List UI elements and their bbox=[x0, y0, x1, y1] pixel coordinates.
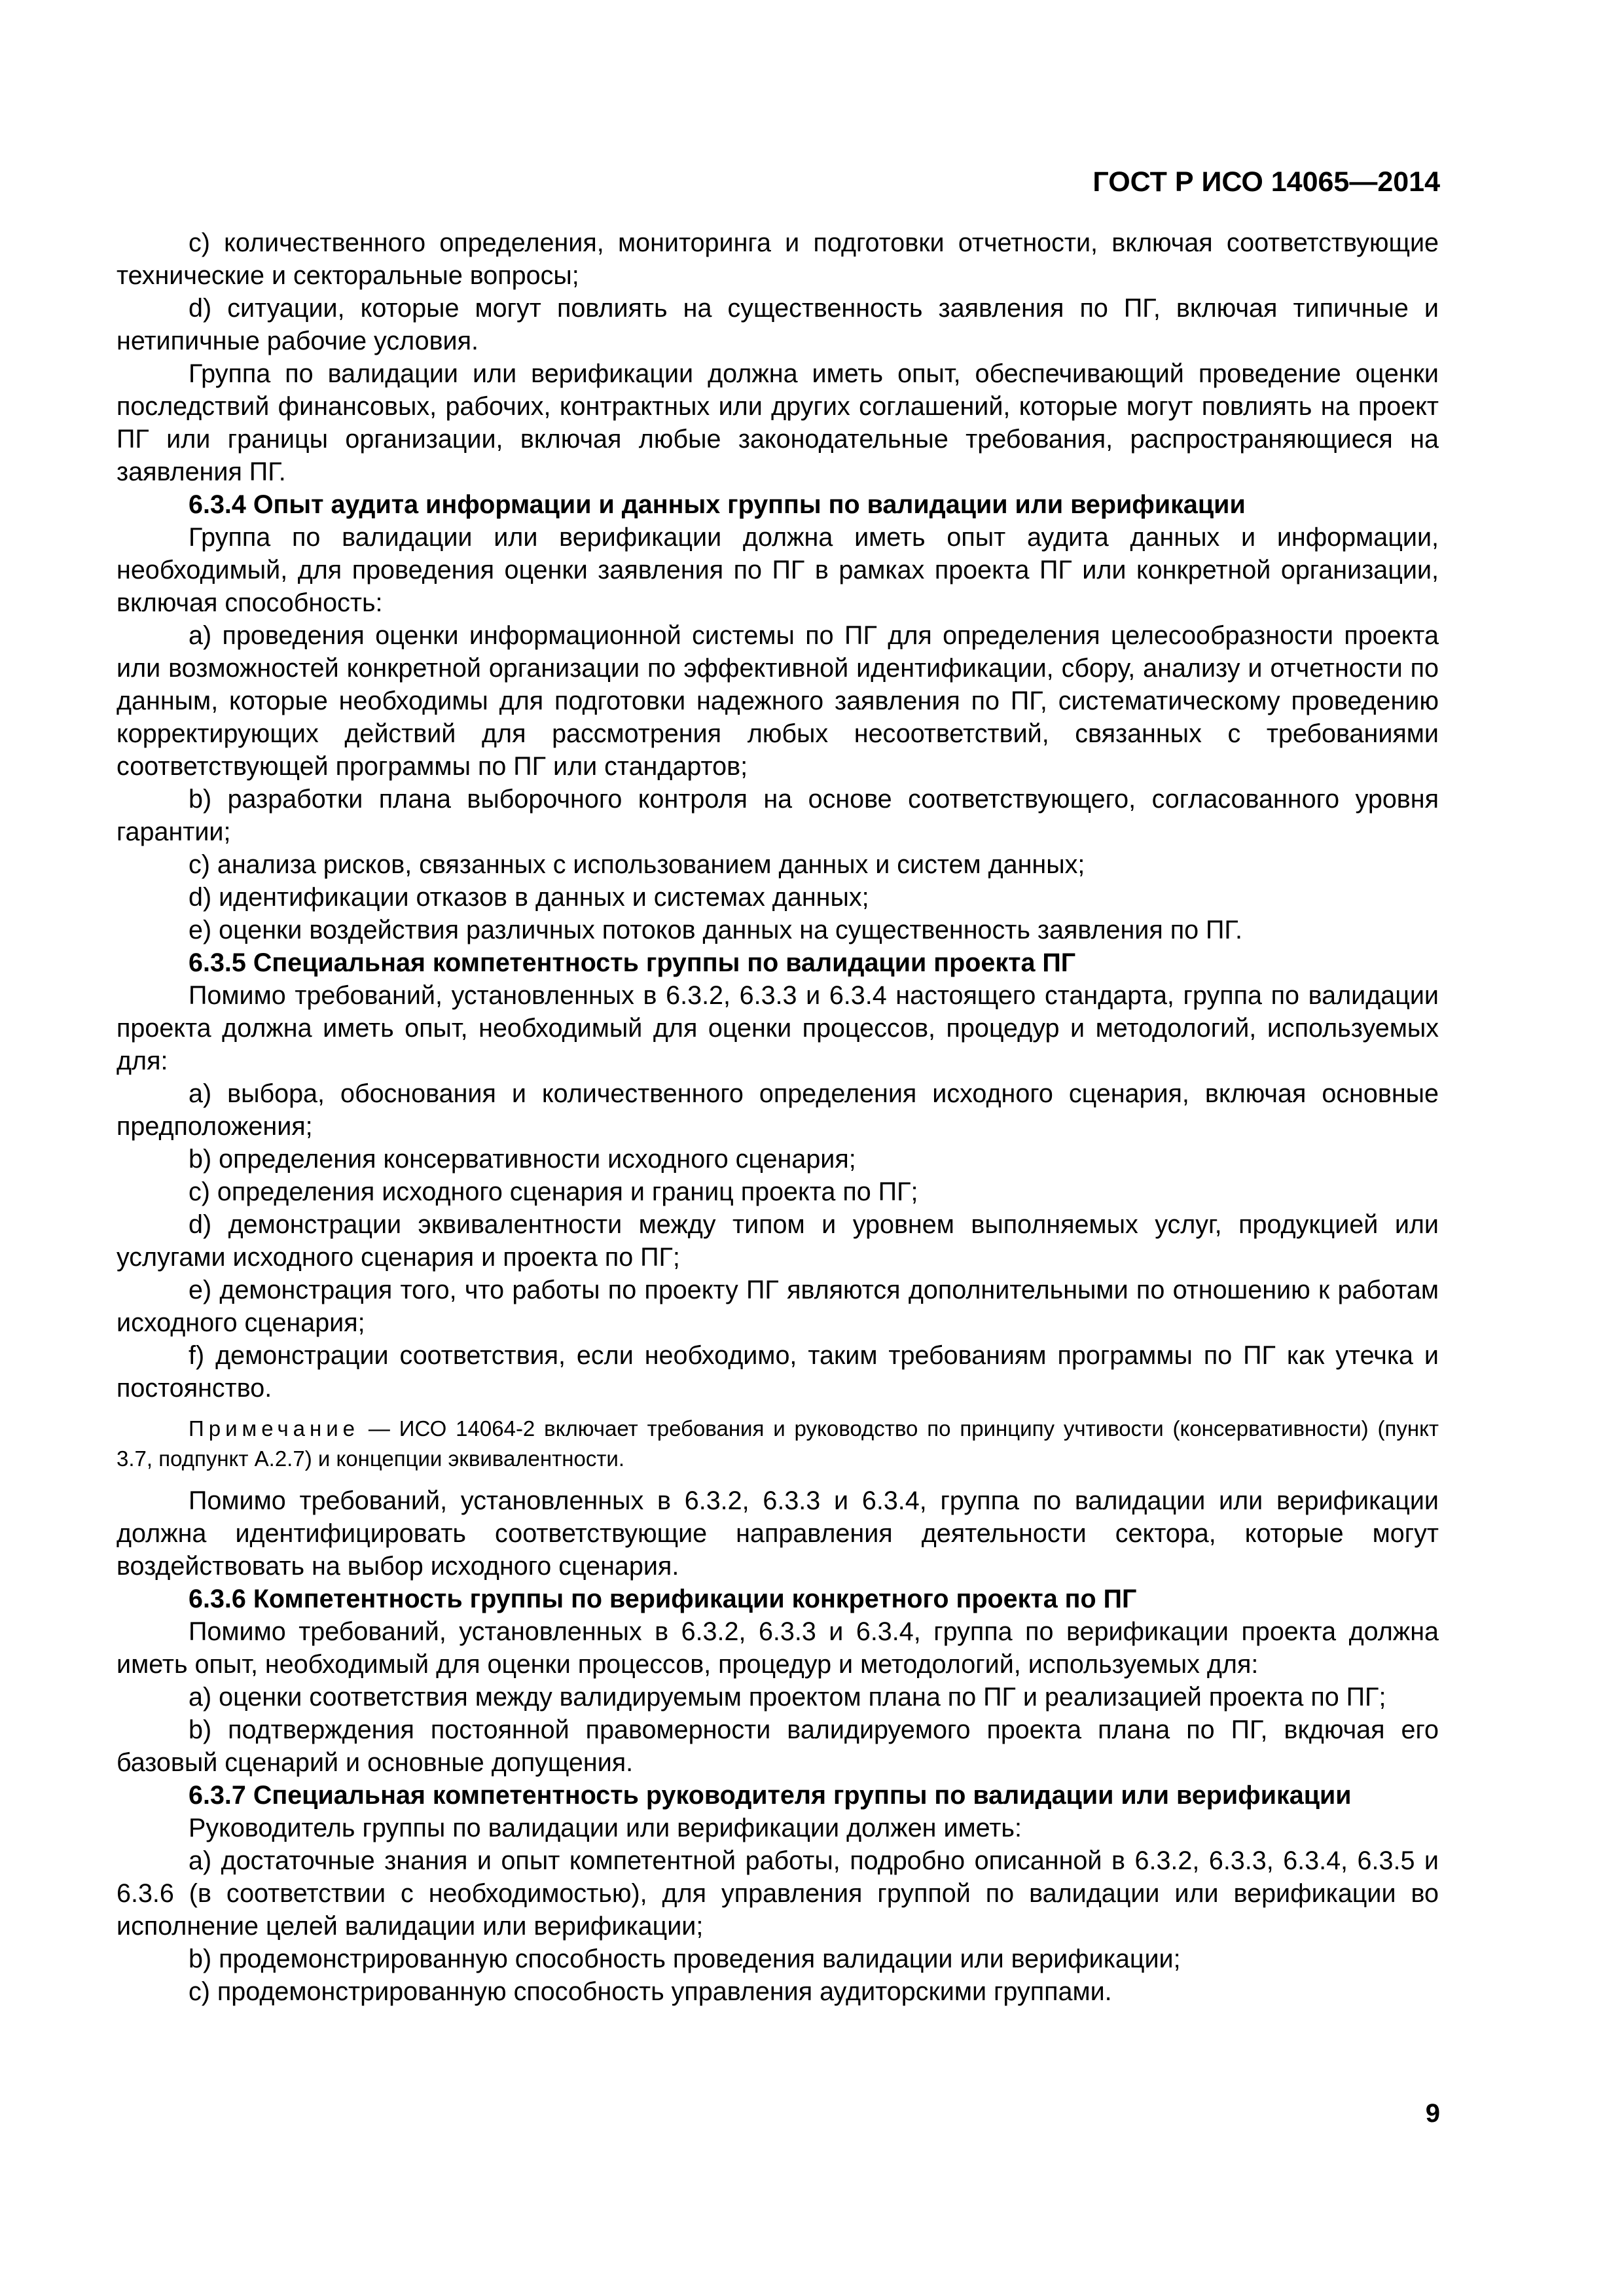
list-item-e-additionality: e) демонстрация того, что работы по проекту ПГ являются дополнительными по отношению к работам исходного сценария; bbox=[117, 1276, 1439, 1337]
list-item-f-leakage: f) демонстрации соответствия, если необходимо, таким требованиям программы по ПГ как утечка и постоянство. bbox=[117, 1341, 1439, 1403]
paragraph-validation-requirements: Помимо требований, установленных в 6.3.2, 6.3.3 и 6.3.4 настоящего стандарта, группа по валидации проекта должна иметь опыт, необходимый для оценки процессов, процедур и методологий, используемых для: bbox=[117, 981, 1439, 1075]
document-body bbox=[117, 226, 1439, 2008]
section-heading-6-3-5: 6.3.5 Специальная компетентность группы по валидации проекта ПГ bbox=[189, 948, 1076, 977]
list-item-b-ongoing-validity: b) подтверждения постоянной правомерности валидируемого проекта плана по ПГ, вкдючая его базовый сценарий и основные допущения. bbox=[117, 1715, 1439, 1777]
list-item-a-baseline-selection: a) выбора, обоснования и количественного определения исходного сценария, включая основные предположения; bbox=[117, 1079, 1439, 1141]
list-item-a-information-system: a) проведения оценки информационной системы по ПГ для определения целесообразности проекта или возможностей конкретной организации по эффективной идентификации, сбору, анализу и отчетности по данным, которые необходимы для подготовки надежного заявления по ПГ, систематическому проведению корректирующих действий для рассмотрения любых несоответствий, связанных с требованиями соответствующей программы по ПГ или стандартов; bbox=[117, 621, 1439, 781]
list-item-e-data-streams: e) оценки воздействия различных потоков данных на существенность заявления по ПГ. bbox=[189, 916, 1242, 944]
note-text: — ИСО 14064-2 включает требования и руководство по принципу учтивости (консервативности) (пункт 3.7, подпункт А.2.7) и концепции эквивалентности. bbox=[117, 1416, 1439, 1471]
document-id-header: ГОСТ Р ИСО 14065—2014 bbox=[1092, 166, 1440, 198]
section-heading-6-3-7: 6.3.7 Специальная компетентность руководителя группы по валидации или верификации bbox=[189, 1781, 1352, 1810]
paragraph-group-experience: Группа по валидации или верификации должна иметь опыт, обеспечивающий проведение оценки последствий финансовых, рабочих, контрактных или других соглашений, которые могут повлиять на проект ПГ или границы организации, включая любые законодательные требования, распространяющиеся на заявления ПГ. bbox=[117, 359, 1439, 486]
list-item-c-project-boundaries: c) определения исходного сценария и границ проекта по ПГ; bbox=[189, 1177, 918, 1206]
list-item-c-audit-team-management: c) продемонстрированную способность управления аудиторскими группами. bbox=[189, 1977, 1112, 2006]
list-item-c-quantification: c) количественного определения, мониторинга и подготовки отчетности, включая соответствующие технические и секторальные вопросы; bbox=[117, 228, 1439, 290]
note-label: Примечание bbox=[189, 1416, 360, 1441]
list-item-b-sampling-plan: b) разработки плана выборочного контроля на основе соответствующего, согласованного уровня гарантии; bbox=[117, 785, 1439, 846]
list-item-c-risk-analysis: c) анализа рисков, связанных с использованием данных и систем данных; bbox=[189, 850, 1085, 879]
list-item-d-failures: d) идентификации отказов в данных и системах данных; bbox=[189, 883, 869, 912]
section-heading-6-3-6: 6.3.6 Компетентность группы по верификации конкретного проекта по ПГ bbox=[189, 1585, 1137, 1613]
paragraph-audit-experience: Группа по валидации или верификации должна иметь опыт аудита данных и информации, необходимый, для проведения оценки заявления по ПГ в рамках проекта ПГ или конкретной организации, включая способность: bbox=[117, 523, 1439, 617]
paragraph-team-leader: Руководитель группы по валидации или верификации должен иметь: bbox=[189, 1814, 1022, 1842]
list-item-b-demonstrated-ability: b) продемонстрированную способность проведения валидации или верификации; bbox=[189, 1945, 1181, 1973]
list-item-a-knowledge-experience: a) достаточные знания и опыт компетентной работы, подробно описанной в 6.3.2, 6.3.3, 6.3.4, 6.3.5 и 6.3.6 (в соответствии с необходимостью), для управления группой по валидации или верификации во исполнение целей валидации или верификации; bbox=[117, 1846, 1439, 1941]
list-item-b-conservativeness: b) определения консервативности исходного сценария; bbox=[189, 1145, 856, 1174]
note-paragraph bbox=[117, 1414, 1439, 1474]
list-item-a-conformity-assessment: a) оценки соответствия между валидируемым проектом плана по ПГ и реализацией проекта по ПГ; bbox=[189, 1683, 1386, 1712]
paragraph-verification-requirements: Помимо требований, установленных в 6.3.2, 6.3.3 и 6.3.4, группа по верификации проекта должна иметь опыт, необходимый для оценки процессов, процедур и методологий, используемых для: bbox=[117, 1617, 1439, 1679]
section-heading-6-3-4: 6.3.4 Опыт аудита информации и данных группы по валидации или верификации bbox=[189, 490, 1246, 519]
list-item-d-situations: d) ситуации, которые могут повлиять на существенность заявления по ПГ, включая типичные и нетипичные рабочие условия. bbox=[117, 294, 1439, 355]
paragraph-sector-activities: Помимо требований, установленных в 6.3.2, 6.3.3 и 6.3.4, группа по валидации или верификации должна идентифицировать соответствующие направления деятельности сектора, которые могут воздействовать на выбор исходного сценария. bbox=[117, 1486, 1439, 1581]
list-item-d-equivalence: d) демонстрации эквивалентности между типом и уровнем выполняемых услуг, продукцией или услугами исходного сценария и проекта по ПГ; bbox=[117, 1210, 1439, 1272]
page-number: 9 bbox=[1425, 2099, 1440, 2128]
